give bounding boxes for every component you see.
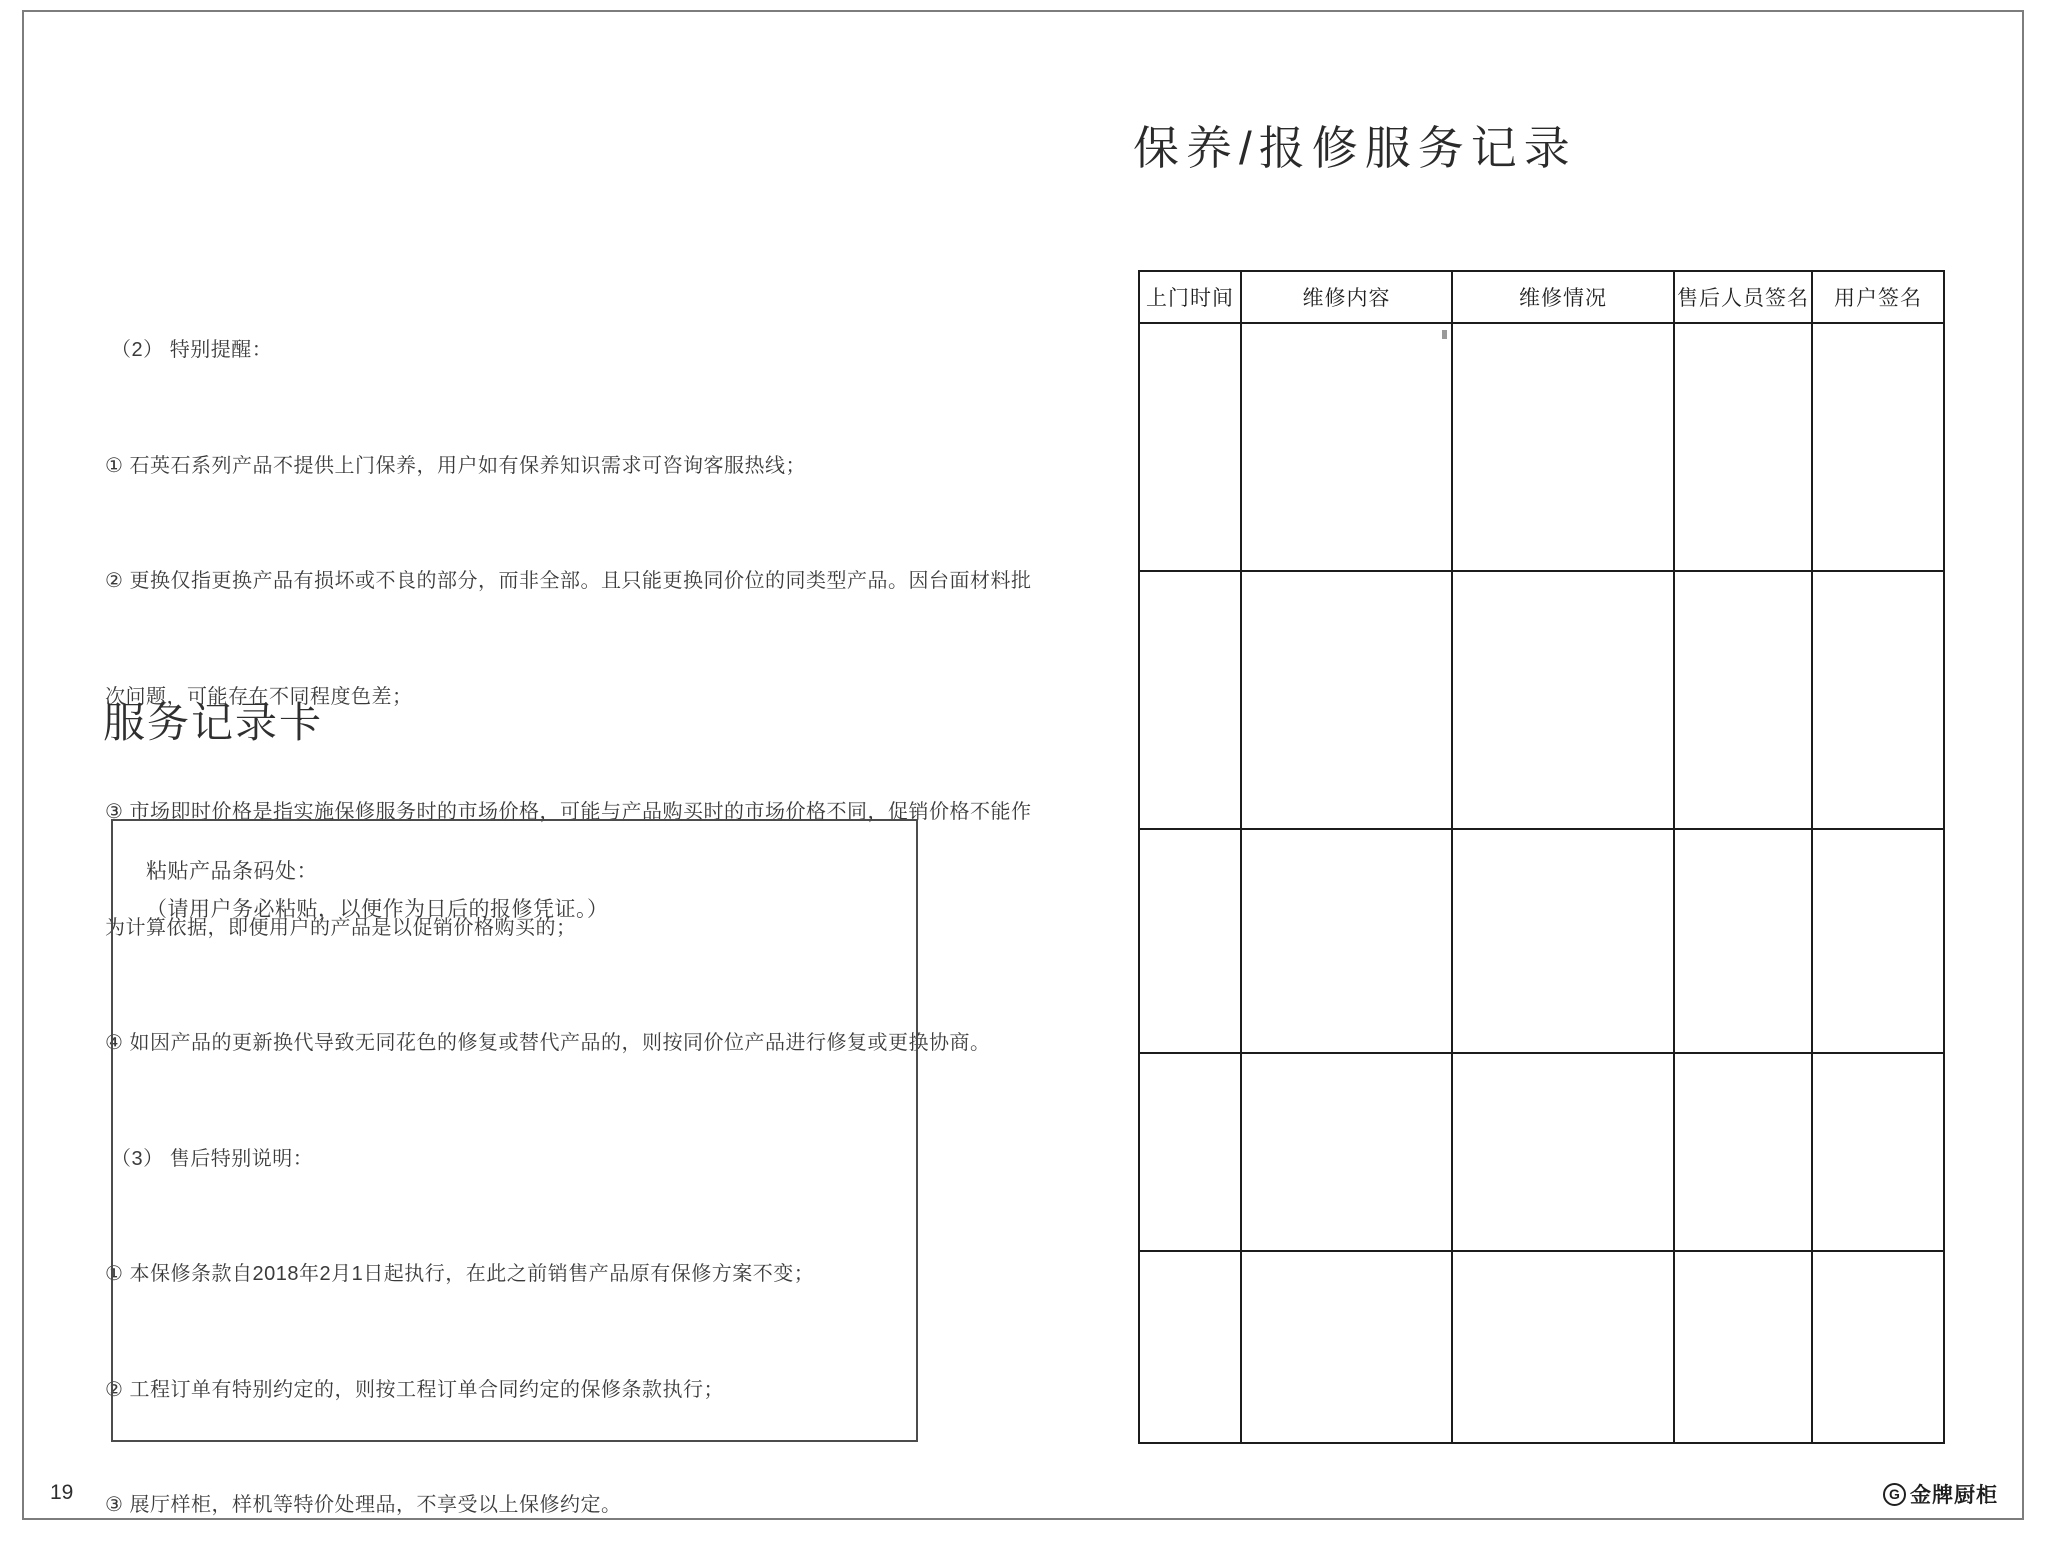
table-cell: [1139, 1251, 1241, 1443]
table-cell: [1812, 829, 1944, 1053]
table-cell: [1812, 571, 1944, 829]
barcode-box-note: （请用户务必粘贴，以便作为日后的报修凭证。）: [146, 898, 609, 921]
table-cell: [1139, 323, 1241, 571]
note-line: ③ 市场即时价格是指实施保修服务时的市场价格，可能与产品购买时的市场价格不同，促销价格不能作: [105, 801, 1032, 823]
table-cell: [1241, 829, 1452, 1053]
table-cell: [1452, 829, 1674, 1053]
table-cell: [1674, 829, 1812, 1053]
table-row: [1139, 1251, 1944, 1443]
note-line: 次问题，可能存在不同程度色差；: [105, 685, 413, 708]
table-cell: [1452, 1053, 1674, 1251]
table-cell: [1674, 1053, 1812, 1251]
note-line: （2） 特别提醒：: [105, 339, 273, 361]
table-cell: [1812, 323, 1944, 571]
table-cell: [1674, 571, 1812, 829]
note-line: ① 石英石系列产品不提供上门保养，用户如有保养知识需求可咨询客服热线；: [105, 454, 806, 477]
table-row: [1139, 829, 1944, 1053]
maintenance-record-title: 保养/报修服务记录: [1133, 122, 1577, 174]
brand-logo: [1883, 1479, 1998, 1509]
table-cell: [1452, 571, 1674, 829]
note-line: ④ 如因产品的更新换代导致无同花色的修复或替代产品的，则按同价位产品进行修复或更换协商。: [105, 1032, 991, 1054]
table-cell: [1241, 571, 1452, 829]
brand-g-circle-icon: G: [1883, 1483, 1906, 1506]
column-header-repair-status: 维修情况: [1452, 271, 1674, 323]
table-cell: [1139, 571, 1241, 829]
brand-name: 金牌厨柜: [1910, 1484, 1998, 1507]
service-record-table: [1138, 270, 1945, 1444]
table-row: [1139, 571, 1944, 829]
table-cell: [1241, 1053, 1452, 1251]
column-header-repair-content: 维修内容: [1241, 271, 1452, 323]
table-cell: [1812, 1251, 1944, 1443]
table-cell: [1241, 323, 1452, 571]
barcode-box-label: 粘贴产品条码处：: [146, 860, 318, 883]
column-header-visit-time: 上门时间: [1139, 271, 1241, 323]
page-number: 19: [50, 1481, 74, 1504]
note-line: ② 工程订单有特别约定的，则按工程订单合同约定的保修条款执行；: [105, 1378, 724, 1401]
note-line: ① 本保修条款自2018年2月1日起执行，在此之前销售产品原有保修方案不变；: [105, 1263, 815, 1285]
note-line: ② 更换仅指更换产品有损坏或不良的部分，而非全部。且只能更换同价位的同类型产品。因台面材料批: [105, 570, 1032, 592]
note-line: （3） 售后特别说明：: [105, 1147, 314, 1170]
note-line: ③ 展厅样柜，样机等特价处理品，不享受以上保修约定。: [105, 1494, 622, 1516]
table-cell: [1452, 1251, 1674, 1443]
table-cell: [1812, 1053, 1944, 1251]
table-cell: [1241, 1251, 1452, 1443]
column-header-user-signature: 用户签名: [1812, 271, 1944, 323]
table-cell: [1674, 1251, 1812, 1443]
table-header-row: [1139, 271, 1944, 323]
barcode-sticker-box: [111, 819, 918, 1442]
table-cell: [1139, 1053, 1241, 1251]
column-header-staff-signature: 售后人员签名: [1674, 271, 1812, 323]
table-cell: [1452, 323, 1674, 571]
table-row: [1139, 1053, 1944, 1251]
table-cell: [1674, 323, 1812, 571]
scan-speck: [1442, 330, 1447, 339]
table-cell: [1139, 829, 1241, 1053]
note-line: 为计算依据，即便用户的产品是以促销价格购买的；: [105, 916, 577, 939]
table-row: [1139, 323, 1944, 571]
service-record-card-heading: 服务记录卡: [103, 699, 324, 746]
